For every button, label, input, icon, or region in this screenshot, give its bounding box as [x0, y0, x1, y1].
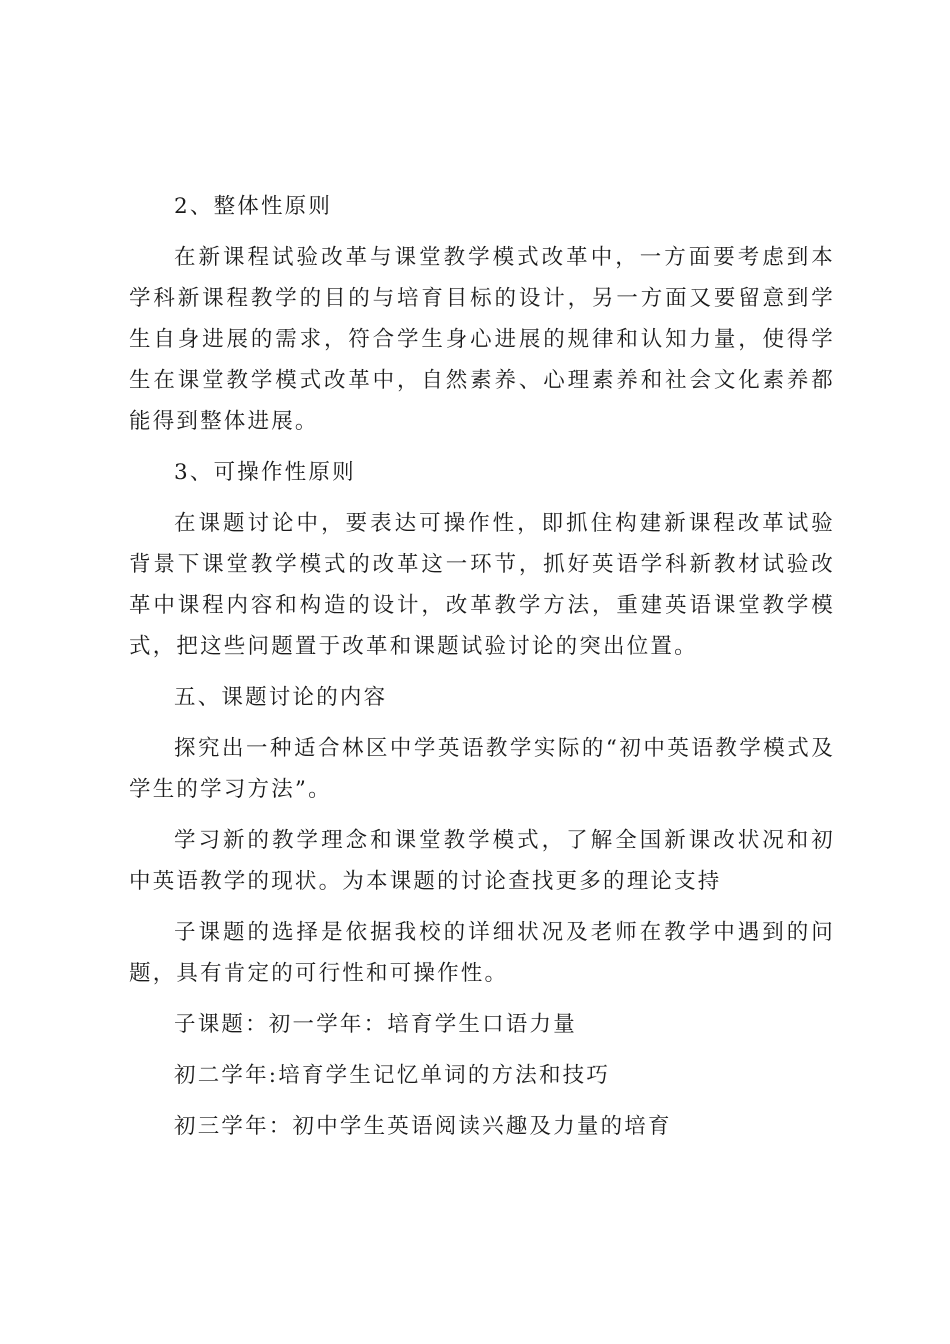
paragraph-learning-theory: 学习新的教学理念和课堂教学模式，了解全国新课改状况和初中英语教学的现状。为本课题的讨论查找更多的理论支持	[129, 828, 835, 894]
spacer	[129, 669, 835, 677]
section-heading-integrity-principle: 2、整体性原则	[174, 194, 333, 219]
spacer	[129, 904, 835, 912]
spacer	[129, 1098, 835, 1106]
spacer	[129, 996, 835, 1004]
document-body	[129, 186, 835, 1149]
paragraph-subtopic-grade-one: 子课题：初一学年：培育学生口语力量	[174, 1012, 577, 1037]
paragraph-research-goal: 探究出一种适合林区中学英语教学实际的“初中英语教学模式及学生的学习方法”。	[129, 736, 835, 802]
spacer	[129, 1047, 835, 1055]
spacer	[129, 720, 835, 728]
paragraph-operability-principle: 在课题讨论中，要表达可操作性，即抓住构建新课程改革试验背景下课堂教学模式的改革这一环节，抓好英语学科新教材试验改革中课程内容和构造的设计，改革教学方法，重建英语课堂教学模式，把这些问题置于改革和课题试验讨论的突出位置。	[129, 511, 835, 659]
spacer	[129, 495, 835, 503]
spacer	[129, 812, 835, 820]
paragraph-subtopic-grade-two: 初二学年:培育学生记忆单词的方法和技巧	[174, 1063, 611, 1088]
paragraph-subtopic-selection: 子课题的选择是依据我校的详细状况及老师在教学中遇到的问题，具有肯定的可行性和可操作性。	[129, 920, 835, 986]
section-heading-operability-principle: 3、可操作性原则	[174, 460, 356, 485]
spacer	[129, 444, 835, 452]
paragraph-subtopic-grade-three: 初三学年：初中学生英语阅读兴趣及力量的培育	[174, 1114, 672, 1139]
section-heading-research-content: 五、课题讨论的内容	[174, 685, 388, 710]
paragraph-integrity-principle: 在新课程试验改革与课堂教学模式改革中，一方面要考虑到本学科新课程教学的目的与培育目标的设计，另一方面又要留意到学生自身进展的需求，符合学生身心进展的规律和认知力量，使得学生在课堂教学模式改革中，自然素养、心理素养和社会文化素养都能得到整体进展。	[129, 245, 835, 434]
spacer	[129, 229, 835, 237]
